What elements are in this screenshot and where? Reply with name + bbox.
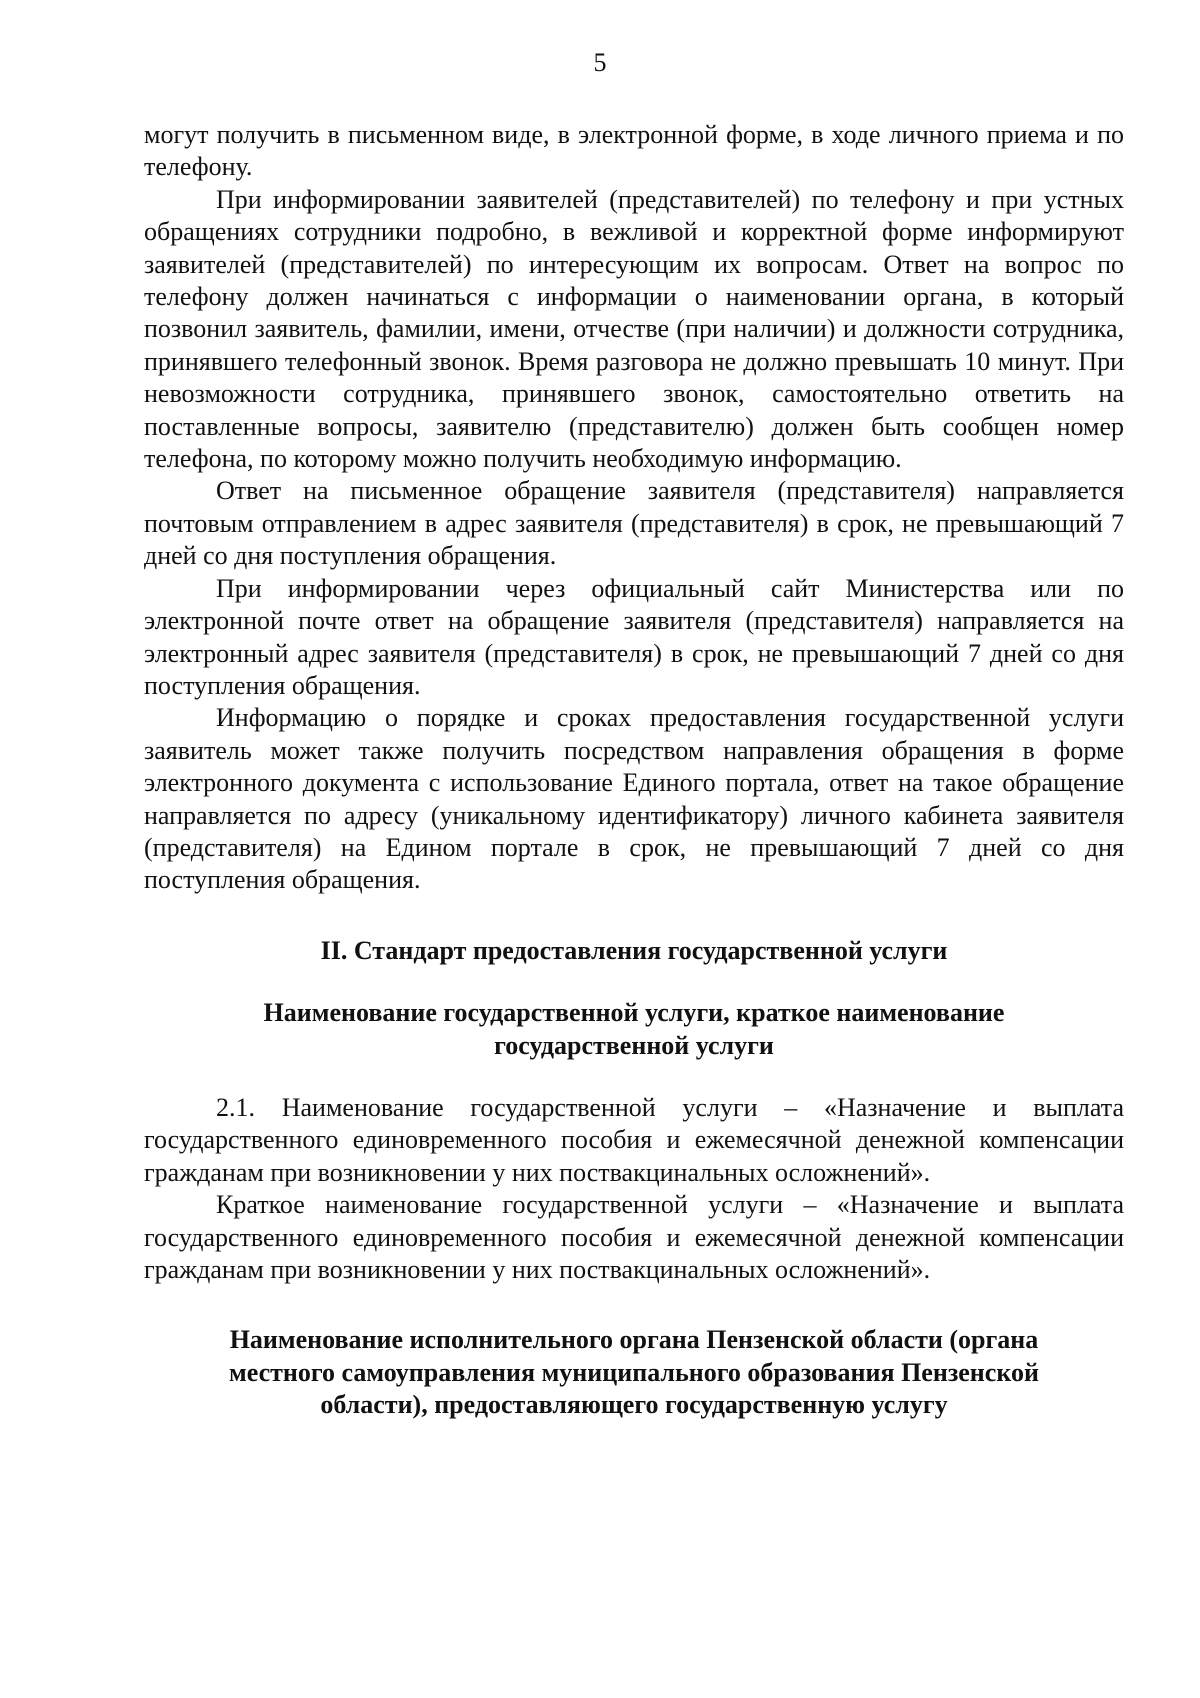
paragraph-written-reply: Ответ на письменное обращение заявителя (представителя) направляется почтовым отправлением в адрес заявителя (представителя) в срок, не превышающий 7 дней со дня поступления обращения. bbox=[144, 476, 1124, 571]
paragraph-website-email: При информировании через официальный сайт Министерства или по электронной почте ответ на обращение заявителя (представителя) направляется на электронный адрес заявителя (представителя) в срок, не превышающий 7 дней со дня поступления обращения. bbox=[144, 573, 1124, 700]
section-heading: II. Стандарт предоставления государственной услуги bbox=[320, 935, 948, 965]
subheading-authority: Наименование исполнительного органа Пензенской области (органа местного самоуправления муниципального образования Пензенской области), предоставляющего государственную услугу bbox=[229, 1325, 1039, 1420]
paragraph-continuation: могут получить в письменном виде, в электронной форме, в ходе личного приема и по телефону. bbox=[144, 120, 1124, 182]
subheading-service-name: Наименование государственной услуги, краткое наименование государственной услуги bbox=[263, 998, 1005, 1060]
paragraph-unified-portal: Информацию о порядке и сроках предоставления государственной услуги заявитель может также получить посредством направления обращения в форме электронного документа с использование Единого портала, ответ на такое обращение направляется по адресу (уникальному идентификатору) личного кабинета заявителя (представителя) на Едином портале в срок, не превышающий 7 дней со дня поступления обращения. bbox=[144, 703, 1124, 895]
page-number: 5 bbox=[593, 48, 607, 77]
paragraph-service-name: 2.1. Наименование государственной услуги – «Назначение и выплата государственного единовременного пособия и ежемесячной денежной компенсации гражданам при возникновении у них поствакцинальных осложнений». bbox=[144, 1092, 1124, 1187]
document-body bbox=[144, 119, 1124, 1422]
paragraph-short-name: Краткое наименование государственной услуги – «Назначение и выплата государственного единовременного пособия и ежемесячной денежной компенсации гражданам при возникновении у них поствакцинальных осложнений». bbox=[144, 1190, 1124, 1284]
paragraph-phone-info: При информировании заявителей (представителей) по телефону и при устных обращениях сотрудники подробно, в вежливой и корректной форме информируют заявителей (представителей) по интересующим их вопросам. Ответ на вопрос по телефону должен начинаться с информации о наименовании органа, в который позвонил заявитель, фамилии, имени, отчестве (при наличии) и должности сотрудника, принявшего телефонный звонок. Время разговора не должно превышать 10 минут. При невозможности сотрудника, принявшего звонок, самостоятельно ответить на поставленные вопросы, заявителю (представителю) должен быть сообщен номер телефона, по которому можно получить необходимую информацию. bbox=[144, 184, 1124, 474]
